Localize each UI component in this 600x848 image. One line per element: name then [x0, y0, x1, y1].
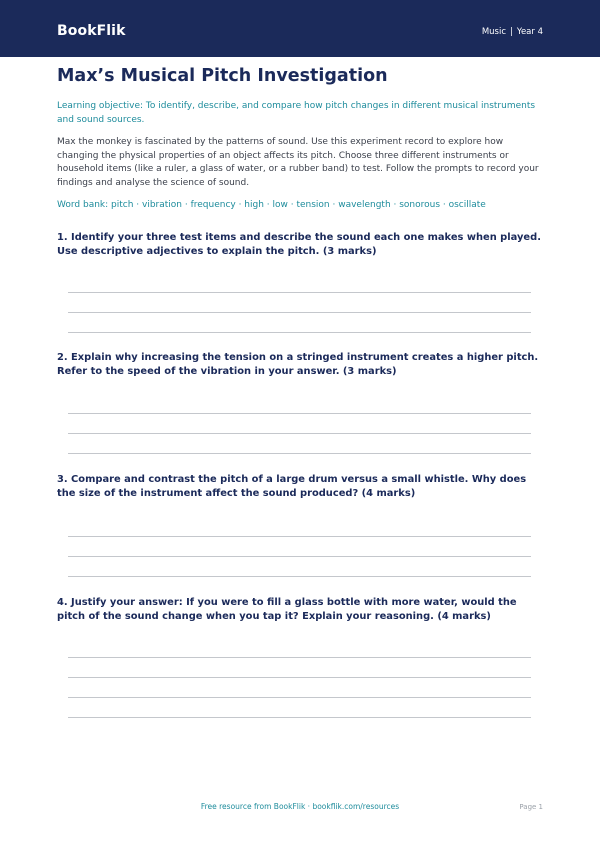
answer-line[interactable] [68, 657, 531, 658]
question-4: 4. Justify your answer: If you were to fill a glass bottle with more water, would the pitch of the sound change when you tap it? Explain your reasoning. (4 marks) [57, 597, 517, 622]
answer-line[interactable] [68, 312, 531, 313]
answer-line[interactable] [68, 576, 531, 577]
question-1: 1. Identify your three test items and describe the sound each one makes when played. Use descriptive adjectives to explain the pitch. (3 marks) [57, 232, 541, 257]
answer-line[interactable] [68, 332, 531, 333]
intro-paragraph: Max the monkey is fascinated by the patterns of sound. Use this experiment record to explore how changing the physical properties of an object affects its pitch. Choose three different instruments or household items (like a ruler, a glass of water, or a rubber band) to test. Follow the prompts to record your findings and analyse the science of sound. [57, 137, 539, 189]
answer-line[interactable] [68, 433, 531, 434]
year-label: Year 4 [516, 27, 543, 37]
footer-resource-link[interactable]: Free resource from BookFlik · bookflik.com/resources [200, 802, 400, 811]
word-bank: Word bank: pitch · vibration · frequency · high · low · tension · wavelength · sonorous · oscillate [57, 200, 486, 210]
question-2: 2. Explain why increasing the tension on a stringed instrument creates a higher pitch. Refer to the speed of the vibration in your answer. (3 marks) [57, 352, 539, 377]
page-title: Max’s Musical Pitch Investigation [57, 66, 388, 86]
answer-line[interactable] [68, 556, 531, 557]
answer-line[interactable] [68, 697, 531, 698]
page-number: Page 1 [519, 803, 543, 811]
question-3: 3. Compare and contrast the pitch of a large drum versus a small whistle. Why does the size of the instrument affect the sound produced? (4 marks) [57, 474, 527, 499]
learning-objective: Learning objective: To identify, describe, and compare how pitch changes in different musical instruments and sound sources. [57, 101, 536, 125]
answer-line[interactable] [68, 717, 531, 718]
brand-logo-text: BookFlik [57, 23, 126, 39]
answer-line[interactable] [68, 413, 531, 414]
answer-line[interactable] [68, 453, 531, 454]
subject-year [482, 27, 543, 37]
answer-line[interactable] [68, 677, 531, 678]
header-bar [0, 0, 600, 57]
answer-line[interactable] [68, 292, 531, 293]
header-separator: | [510, 27, 513, 37]
answer-line[interactable] [68, 536, 531, 537]
subject-label: Music [481, 27, 507, 37]
